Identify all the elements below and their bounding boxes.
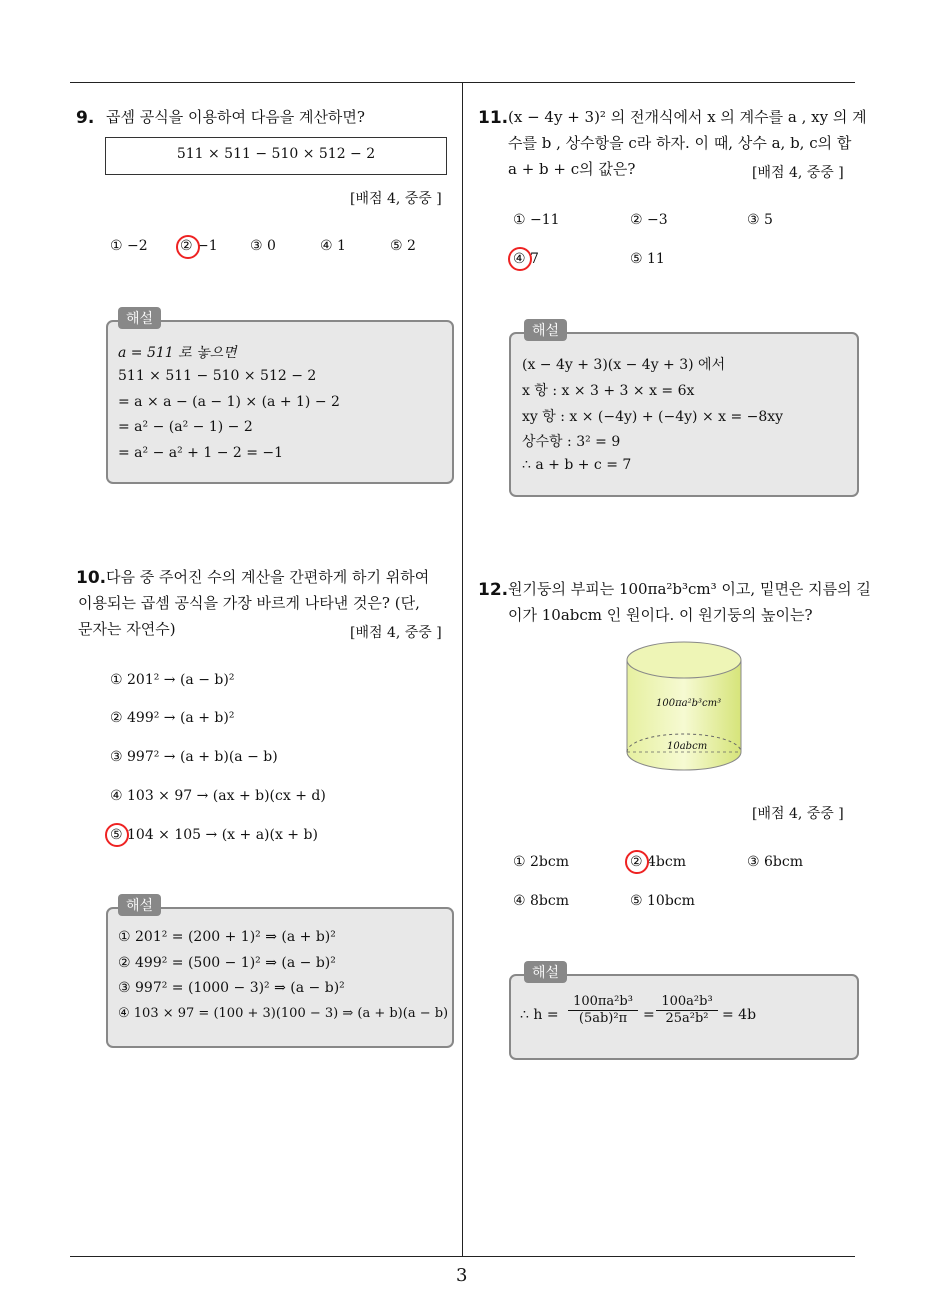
question-11-text-line-2: 수를 b , 상수항을 c라 하자. 이 때, 상수 a, b, c의 합 (508, 134, 852, 152)
q10-choice-4[interactable]: ④ 103 × 97 → (ax + b)(cx + d) (110, 788, 326, 804)
q12-choice-3[interactable]: ③ 6bcm (747, 854, 803, 870)
q10-choice-3[interactable]: ③ 997² → (a + b)(a − b) (110, 749, 278, 765)
q11-choice-1[interactable]: ① −11 (513, 212, 560, 228)
question-9-text: 곱셈 공식을 이용하여 다음을 계산하면? (106, 108, 365, 126)
q10-choice-1[interactable]: ① 201² → (a − b)² (110, 672, 235, 688)
q11-answer-circle (508, 247, 532, 271)
question-10-text-line-1: 다음 중 주어진 수의 계산을 간편하게 하기 위하여 (106, 568, 430, 586)
q10-solution-tag: 해설 (118, 894, 161, 916)
q9-choice-5[interactable]: ⑤ 2 (390, 238, 416, 254)
q11-solution-line-1: (x − 4y + 3)(x − 4y + 3) 에서 (522, 357, 726, 373)
q9-solution-line-5: = a² − a² + 1 − 2 = −1 (118, 445, 284, 461)
q12-answer-circle (625, 850, 649, 874)
q11-choice-4[interactable]: ④ 7 (513, 251, 539, 267)
question-10-text-line-3: 문자는 자연수) (78, 620, 176, 638)
question-9-expression-box: 511 × 511 − 510 × 512 − 2 (105, 137, 447, 175)
q10-choice-2[interactable]: ② 499² → (a + b)² (110, 710, 235, 726)
q12-solution-tag: 해설 (524, 961, 567, 983)
q11-choice-2[interactable]: ② −3 (630, 212, 668, 228)
fraction-2-numerator: 100a²b³ (656, 994, 718, 1011)
page-number: 3 (456, 1265, 468, 1286)
q9-choice-4[interactable]: ④ 1 (320, 238, 346, 254)
q9-answer-circle (176, 235, 200, 259)
question-9-number: 9. (76, 108, 95, 128)
q12-solution-fraction-2 (656, 994, 718, 1026)
q9-solution-line-4: = a² − (a² − 1) − 2 (118, 419, 253, 435)
question-11-meta: [배점 4, 중중 ] (752, 165, 844, 181)
cylinder-diameter-label: 10abcm (667, 741, 708, 752)
q11-solution-tag: 해설 (524, 319, 567, 341)
question-12-text-line-1: 원기둥의 부피는 100πa²b³cm³ 이고, 밑면은 지름의 길 (508, 580, 871, 598)
bottom-rule (70, 1256, 855, 1257)
q9-solution-line-1: a = 511 로 놓으면 (118, 345, 237, 361)
q12-choice-5[interactable]: ⑤ 10bcm (630, 893, 695, 909)
question-10-text-line-2: 이용되는 곱셈 공식을 가장 바르게 나타낸 것은? (단, (78, 594, 420, 612)
q9-solution-line-3: = a × a − (a − 1) × (a + 1) − 2 (118, 394, 340, 410)
question-12-number: 12. (478, 580, 509, 600)
column-divider (462, 82, 463, 1257)
question-12-text-line-2: 이가 10abcm 인 원이다. 이 원기둥의 높이는? (508, 606, 813, 624)
q9-choice-2[interactable]: ② −1 (180, 238, 218, 254)
q10-answer-circle (105, 823, 129, 847)
question-10-meta: [배점 4, 중중 ] (350, 625, 442, 641)
q12-solution-prefix: ∴ h = (520, 1007, 559, 1023)
cylinder-volume-label: 100πa²b³cm³ (656, 698, 722, 709)
q11-solution-line-5: ∴ a + b + c = 7 (522, 457, 632, 473)
question-10-number: 10. (76, 568, 107, 588)
q12-solution-result: = 4b (722, 1007, 757, 1023)
q10-solution-line-4: ④ 103 × 97 = (100 + 3)(100 − 3) ⇒ (a + b)(a − b) (118, 1006, 449, 1021)
q9-choice-1[interactable]: ① −2 (110, 238, 148, 254)
question-11-text-line-3: a + b + c의 값은? (508, 160, 636, 178)
fraction-1-numerator: 100πa²b³ (568, 994, 638, 1011)
q12-solution-fraction-1 (568, 994, 638, 1026)
q12-solution-equals: = (643, 1007, 655, 1023)
cylinder-figure (620, 640, 750, 780)
q11-solution-line-3: xy 항 : x × (−4y) + (−4y) × x = −8xy (522, 409, 784, 425)
q9-solution-tag: 해설 (118, 307, 161, 329)
q11-solution-line-2: x 항 : x × 3 + 3 × x = 6x (522, 383, 695, 399)
question-12-meta: [배점 4, 중중 ] (752, 806, 844, 822)
question-11-number: 11. (478, 108, 509, 128)
q12-choice-2[interactable]: ② 4bcm (630, 854, 686, 870)
question-9-meta: [배점 4, 중중 ] (350, 191, 442, 207)
q12-choice-1[interactable]: ① 2bcm (513, 854, 569, 870)
q9-solution-line-2: 511 × 511 − 510 × 512 − 2 (118, 368, 317, 384)
q10-solution-line-1: ① 201² = (200 + 1)² ⇒ (a + b)² (118, 929, 336, 945)
q11-choice-5[interactable]: ⑤ 11 (630, 251, 665, 267)
q10-choice-5[interactable]: ⑤ 104 × 105 → (x + a)(x + b) (110, 827, 318, 843)
question-11-text-line-1: (x − 4y + 3)² 의 전개식에서 x 의 계수를 a , xy 의 계 (508, 108, 867, 126)
fraction-2-denominator: 25a²b² (665, 1011, 709, 1026)
q12-choice-4[interactable]: ④ 8bcm (513, 893, 569, 909)
q11-solution-line-4: 상수항 : 3² = 9 (522, 434, 621, 450)
q10-solution-line-2: ② 499² = (500 − 1)² ⇒ (a − b)² (118, 955, 336, 971)
fraction-1-denominator: (5ab)²π (578, 1011, 628, 1026)
q11-choice-3[interactable]: ③ 5 (747, 212, 773, 228)
q10-solution-line-3: ③ 997² = (1000 − 3)² ⇒ (a − b)² (118, 980, 345, 996)
q9-choice-3[interactable]: ③ 0 (250, 238, 276, 254)
